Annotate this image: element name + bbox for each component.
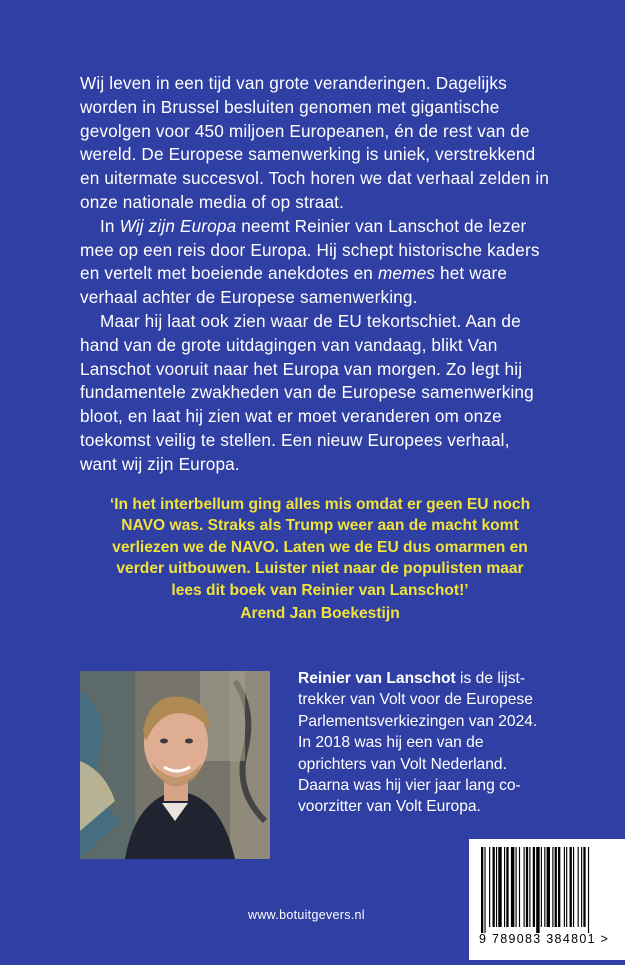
back-cover-blurb [80, 72, 550, 477]
blurb-p2-start: In [100, 215, 120, 236]
isbn-barcode [469, 839, 625, 960]
author-photo [80, 671, 270, 859]
isbn-arrow: > [600, 932, 610, 946]
book-title-italic: Wij zijn Europa [119, 215, 237, 236]
quote-text: ‘In het interbellum ging alles mis omdat er geen EU noch NAVO was. Straks als Trump weer aan de macht komt verliezen we de NAVO. Laten we de EU dus omarmen en verder uitbouwen. Luister niet naar de populisten maar lees dit boek van Reinier van Lanschot!’ [109, 496, 531, 599]
blurb-paragraph-3: Maar hij laat ook zien waar de EU tekortschiet. Aan de hand van de grote uitdagingen van vandaag, blikt Van Lanschot vooruit naar het Europa van morgen. Zo legt hij fundamentele zwakheden van de Europese samenwerking bloot, en laat hij zien wat er moet veranderen om onze toekomst veilig te stellen. Een nieuw Europees verhaal, want wij zijn Europa. [80, 310, 534, 474]
memes-italic: memes [377, 263, 436, 284]
publisher-website: www.botuitgevers.nl [248, 908, 365, 922]
blurb-paragraph-1: Wij leven in een tijd van grote veranderingen. Dagelijks worden in Brussel besluiten genomen met gigantische gevolgen voor 450 miljoen Europeanen, én de rest van de wereld. De Europese samenwerking is uniek, verstrekkend en uitermate succesvol. Toch horen we dat verhaal zelden in onze nationale media of op straat. [80, 73, 550, 212]
isbn-digits: 9 789083 384801 [479, 932, 596, 946]
isbn-number [479, 932, 621, 946]
author-bio [298, 668, 548, 818]
author-bio-text: is de lijsttrekker van Volt voor de Europese Parlementsverkiezingen van 2024. In 2018 was hij een van de oprichters van Volt Nederland. Daarna was hij vier jaar lang co-voorzitter van Volt Europa. [298, 670, 538, 816]
endorsement-quote [100, 494, 540, 624]
author-portrait-illustration [80, 671, 270, 859]
blurb-paragraph-2 [80, 215, 550, 310]
blurb-p2-end: het ware verhaal achter de Europese samenwerking. [80, 263, 508, 308]
quote-author: Arend Jan Boekestijn [240, 605, 400, 623]
blurb-p2-middle: neemt Reinier van Lanschot de lezer mee op een reis door Europa. Hij schept historische kaders en vertelt met boeiende anekdotes en [80, 215, 540, 284]
author-name: Reinier van Lanschot [298, 670, 456, 687]
